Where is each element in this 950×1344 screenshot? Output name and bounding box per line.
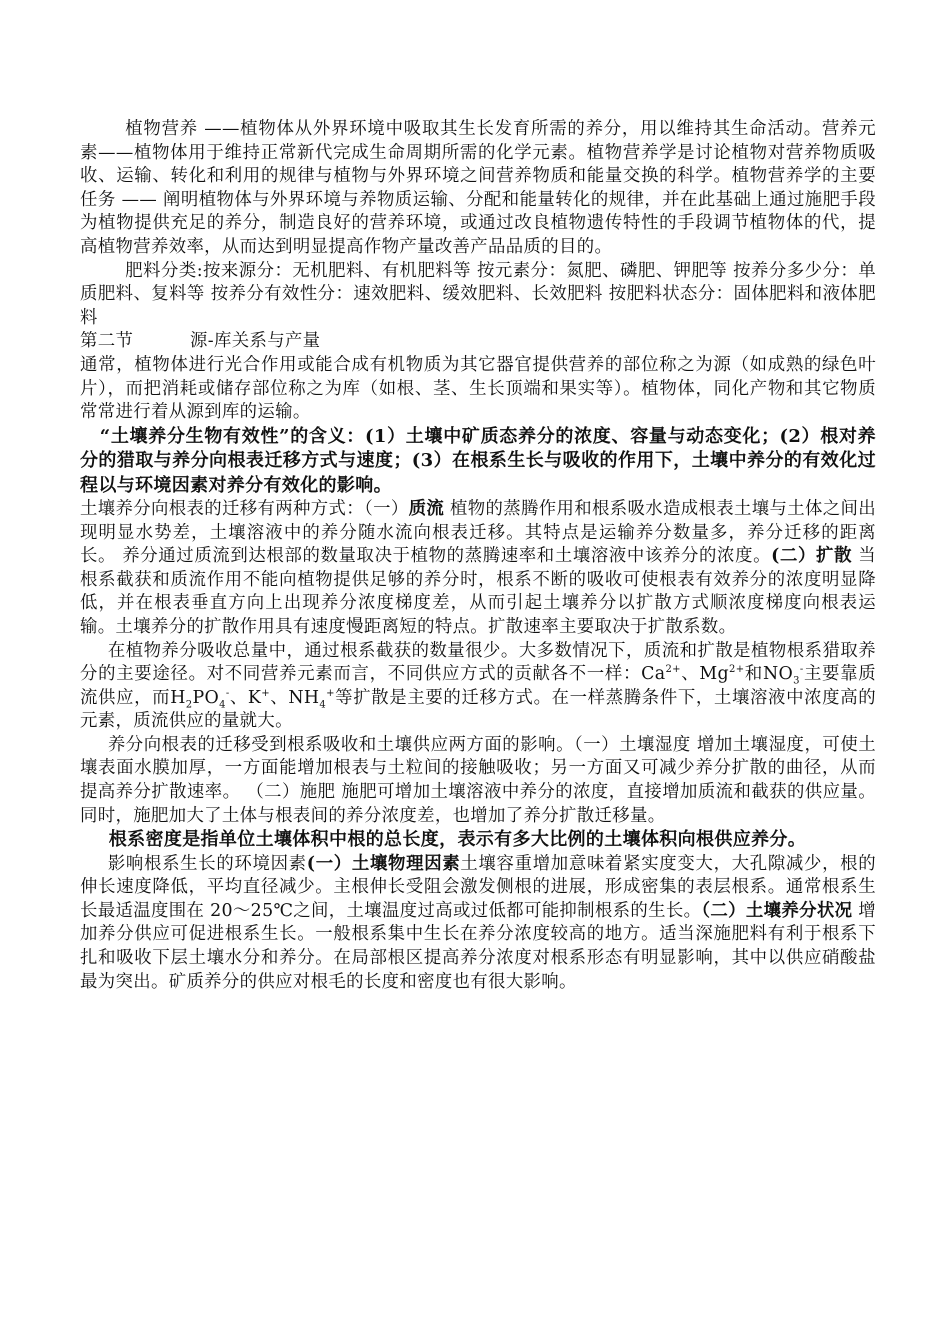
text-run: 当根系截获和质流作用不能向植物提供足够的养分时，根系不断的吸收可使根表有效养分的浓度明显降低，并在根表垂直方向上出现养分浓度梯度差，从而引起土壤养分以扩散方式顺浓度梯度向根表运输。土壤养分的扩散作用具有速度慢距离短的特点。扩散速率主要取决于扩散系数。 <box>80 546 876 637</box>
section-heading <box>80 330 876 354</box>
term-diffusion: (二）扩散 <box>771 546 853 567</box>
section-title: 源-库关系与产量 <box>190 331 321 352</box>
section-number: 第二节 <box>80 331 134 352</box>
ion-k: K+ <box>247 687 270 708</box>
ion-mg: $Mg^{2+}$ <box>699 664 745 685</box>
paragraph-influencing-factors: 养分向根表的迁移受到根系吸收和土壤供应两方面的影响。（一）土壤湿度 增加土壤湿度，可使土壤表面水膜加厚，一方面能增加根表与土粒间的接触吸收；另一方面又可减少养分扩散的曲径，从而提高养分扩散速率。 （二）施肥 施肥可增加土壤溶液中养分的浓度，直接增加质流和截获的供应量。同时，施肥加大了土体与根表间的养分浓度差，也增加了养分扩散迁移量。 <box>80 734 876 826</box>
paragraph-root-growth-environment <box>80 853 876 995</box>
paragraph-uptake-pathways: 在植物养分吸收总量中，通过根系截获的数量很少。大多数情况下，质流和扩散是植物根系猎取养分的主要途径。对不同营养元素而言，不同供应方式的贡献各不一样：$Ca^{2+}$、$Mg^{2+}$和$NO_3^-$主要靠质流供应，而$H_2PO_4^-$、K+、$NH_4^+$等扩散是主要的迁移方式。在一样蒸腾条件下，土壤溶液中浓度高的元素，质流供应的量就大。 <box>80 640 876 732</box>
ion-ca: $Ca^{2+}$ <box>641 664 681 685</box>
term-soil-nutrient-status: （二）土壤养分状况 <box>701 900 853 921</box>
term-soil-physical-factors: (一）土壤物理因素 <box>306 853 461 874</box>
text-run: 等扩散是主要的迁移方式。在一样蒸腾条件下，土壤溶液中浓度高的元素，质流供应的量就大。 <box>80 687 876 732</box>
text-run: 植物的蒸腾作用和根系吸水造成根表土壤与土体之间出现明显水势差，土壤溶液中的养分随水流向根表迁移。其特点是运输养分数量多，养分迁移的距离长。 养分通过质流到达根部的数量取决于植物的蒸腾速率和土壤溶液中该养分的浓度。 <box>80 498 877 567</box>
text-run: 影响根系生长的环境因素 <box>107 853 307 874</box>
paragraph-root-density: 根系密度是指单位土壤体积中根的总长度，表示有多大比例的土壤体积向根供应养分。 <box>108 829 807 851</box>
term-mass-flow: 质流 <box>408 498 445 519</box>
paragraph-plant-nutrition: 植物营养 ——植物体从外界环境中吸取其生长发育所需的养分，用以维持其生命活动。营养元素——植物体用于维持正常新代完成生命周期所需的化学元素。植物营养学是讨论植物对营养物质吸收、运输、转化和利用的规律与植物与外界环境之间营养物质和能量交换的科学。植物营养学的主要任务 —— 阐明植物体与外界环境与养物质运输、分配和能量转化的规律，并在此基础上通过施肥手段为植物提供充足的养分，制造良好的营养环境，或通过改良植物遗传特性的手段调节植物体的代，提高植物营养效率，从而达到明显提高作物产量改善产品品质的目的。 <box>80 119 876 257</box>
text-run: 土壤养分向根表的迁移有两种方式：（一） <box>80 498 409 519</box>
paragraph-fertilizer-classification: 肥料分类:按来源分：无机肥料、有机肥料等 按元素分：氮肥、磷肥、钾肥等 按养分多少分：单质肥料、复料等 按养分有效性分：速效肥料、缓效肥料、长效肥料 按肥料状态分：固体肥料和液体肥料 <box>80 260 876 328</box>
ion-h2po4: $H_2PO_4^-$ <box>170 687 230 711</box>
paragraph-source-sink: 通常，植物体进行光合作用或能合成有机物质为其它器官提供营养的部位称之为源（如成熟的绿色叶片），而把消耗或储存部位称之为库（如根、茎、生长顶端和果实等）。植物体，同化产物和其它物质常常进行着从源到库的运输。 <box>80 354 876 423</box>
ion-no3: $NO_3^-$ <box>762 664 804 687</box>
ion-nh4: $NH_4^+$ <box>288 687 335 711</box>
document-body <box>80 118 876 994</box>
paragraph-nutrient-migration <box>80 498 876 640</box>
text-run: 在植物养分吸收总量中，通过根系截获的数量很少。大多数情况下，质流和扩散是植物根系猎取养分的主要途径。对不同营养元素而言，不同供应方式的贡献各不一样： <box>80 640 876 685</box>
text-run: 土壤容重增加意味着紧实度变大，大孔隙减少，根的伸长速度降低，平均直径减少。主根伸长受阻会激发侧根的进展，形成密集的表层根系。通常根系生长最适温度围在 20～25℃之间，土壤温度过高或过低都可能抑制根系的生长。 <box>80 853 876 921</box>
paragraph-soil-nutrient-bioavailability: “土壤养分生物有效性”的含义：(1）土壤中矿质态养分的浓度、容量与动态变化；(2）根对养分的猎取与养分向根表迁移方式与速度；(3）在根系生长与吸收的作用下，土壤中养分的有效化过程以与环境因素对养分有效化的影响。 <box>80 425 876 496</box>
text-run: 增加养分供应可促进根系生长。一般根系集中生长在养分浓度较高的地方。适当深施肥料有利于根系下扎和吸收下层土壤水分和养分。在局部根区提高养分浓度对根系形态有明显影响，其中以供应硝酸盐最为突出。矿质养分的供应对根毛的长度和密度也有很大影响。 <box>80 900 876 992</box>
